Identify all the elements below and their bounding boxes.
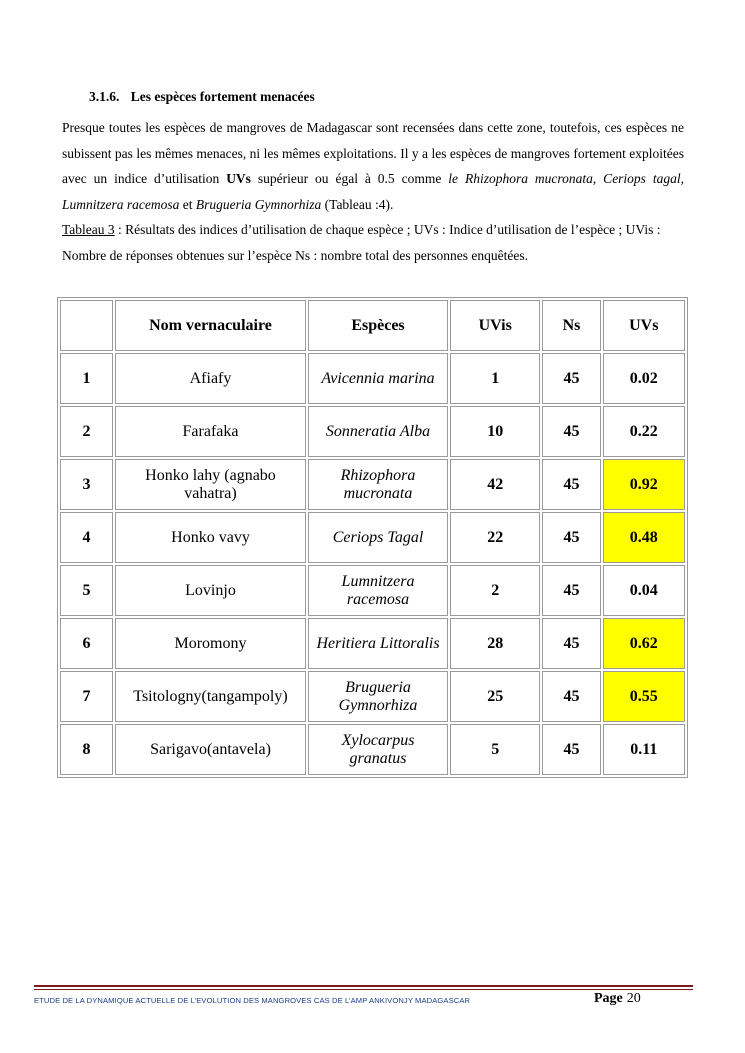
row-index: 5 [60, 565, 113, 616]
header-uvis: UVis [450, 300, 540, 351]
paragraph-text-2: supérieur ou égal à 0.5 comme [250, 171, 449, 186]
uvis-value: 5 [450, 724, 540, 775]
species-name: Rhizophora mucronata [308, 459, 448, 510]
vernacular-name: Lovinjo [115, 565, 306, 616]
uvs-term: UVs [226, 171, 251, 186]
row-index: 8 [60, 724, 113, 775]
page-number [594, 991, 641, 1007]
table-header-row [60, 300, 685, 351]
body-paragraph [62, 115, 684, 217]
uvs-value: 0.62 [603, 618, 685, 669]
uvs-value: 0.11 [603, 724, 685, 775]
species-table [57, 297, 688, 778]
ns-value: 45 [542, 565, 600, 616]
header-ns: Ns [542, 300, 600, 351]
row-index: 4 [60, 512, 113, 563]
uvs-value: 0.48 [603, 512, 685, 563]
species-name: Ceriops Tagal [308, 512, 448, 563]
ns-value: 45 [542, 724, 600, 775]
row-index: 7 [60, 671, 113, 722]
table-row [60, 353, 685, 404]
row-index: 6 [60, 618, 113, 669]
row-index: 3 [60, 459, 113, 510]
species-name: Xylocarpus granatus [308, 724, 448, 775]
uvs-value: 0.04 [603, 565, 685, 616]
ns-value: 45 [542, 459, 600, 510]
header-index [60, 300, 113, 351]
species-name: Sonneratia Alba [308, 406, 448, 457]
uvs-value: 0.22 [603, 406, 685, 457]
uvs-value: 0.02 [603, 353, 685, 404]
page-value: 20 [626, 991, 641, 1006]
uvis-value: 28 [450, 618, 540, 669]
row-index: 2 [60, 406, 113, 457]
paragraph-text-1: Presque toutes les espèces de mangroves de Madagascar sont recensées dans cette zone, toutefois, ces espèces ne subissent pas les mêmes menaces, ni les mêmes exploitations. Il y a les espèces de mangroves fortement exploitées avec un indice d’utilisation [62, 120, 684, 186]
table-row [60, 671, 685, 722]
vernacular-name: Farafaka [115, 406, 306, 457]
table-reference: (Tableau :4). [321, 196, 394, 212]
uvis-value: 22 [450, 512, 540, 563]
table-row [60, 459, 685, 510]
caption-text: : Résultats des indices d’utilisation de chaque espèce ; UVs : Indice d’utilisation de l’espèce ; UVis : Nombre de réponses obtenues sur l’espèce Ns : nombre total des personnes enquêtées. [62, 222, 661, 263]
table-row [60, 512, 685, 563]
ns-value: 45 [542, 671, 600, 722]
uvs-value: 0.92 [603, 459, 685, 510]
row-index: 1 [60, 353, 113, 404]
paragraph-connector: et [179, 196, 196, 212]
vernacular-name: Sarigavo(antavela) [115, 724, 306, 775]
ns-value: 45 [542, 512, 600, 563]
uvis-value: 42 [450, 459, 540, 510]
species-name: Lumnitzera racemosa [308, 565, 448, 616]
section-number: 3.1.6. [89, 89, 120, 104]
ns-value: 45 [542, 406, 600, 457]
uvs-value: 0.55 [603, 671, 685, 722]
uvis-value: 2 [450, 565, 540, 616]
uvis-value: 1 [450, 353, 540, 404]
table-row [60, 565, 685, 616]
section-title: Les espèces fortement menacées [130, 89, 315, 104]
footer-title: ETUDE DE LA DYNAMIQUE ACTUELLE DE L’EVOLUTION DES MANGROVES CAS DE L’AMP ANKIVONJY MADAGASCAR [34, 996, 471, 1005]
uvis-value: 10 [450, 406, 540, 457]
species-list: le Rhizophora mucronata, Ceriops tagal, Lumnitzera racemosa [62, 171, 684, 212]
uvis-value: 25 [450, 671, 540, 722]
section-heading [89, 89, 315, 105]
species-name: Brugueria Gymnorhiza [308, 671, 448, 722]
last-species: Brugueria Gymnorhiza [195, 196, 322, 212]
vernacular-name: Afiafy [115, 353, 306, 404]
header-uvs: UVs [603, 300, 685, 351]
table-row [60, 618, 685, 669]
species-name: Heritiera Littoralis [308, 618, 448, 669]
table-caption [62, 217, 684, 269]
vernacular-name: Honko vavy [115, 512, 306, 563]
species-name: Avicennia marina [308, 353, 448, 404]
vernacular-name: Honko lahy (agnabo vahatra) [115, 459, 306, 510]
header-species: Espèces [308, 300, 448, 351]
page-label: Page [594, 991, 623, 1006]
ns-value: 45 [542, 618, 600, 669]
footer-rule [34, 985, 693, 990]
table-row [60, 724, 685, 775]
vernacular-name: Tsitologny(tangampoly) [115, 671, 306, 722]
table-label: Tableau 3 [62, 222, 115, 237]
vernacular-name: Moromony [115, 618, 306, 669]
ns-value: 45 [542, 353, 600, 404]
table-row [60, 406, 685, 457]
header-vernacular: Nom vernaculaire [115, 300, 306, 351]
